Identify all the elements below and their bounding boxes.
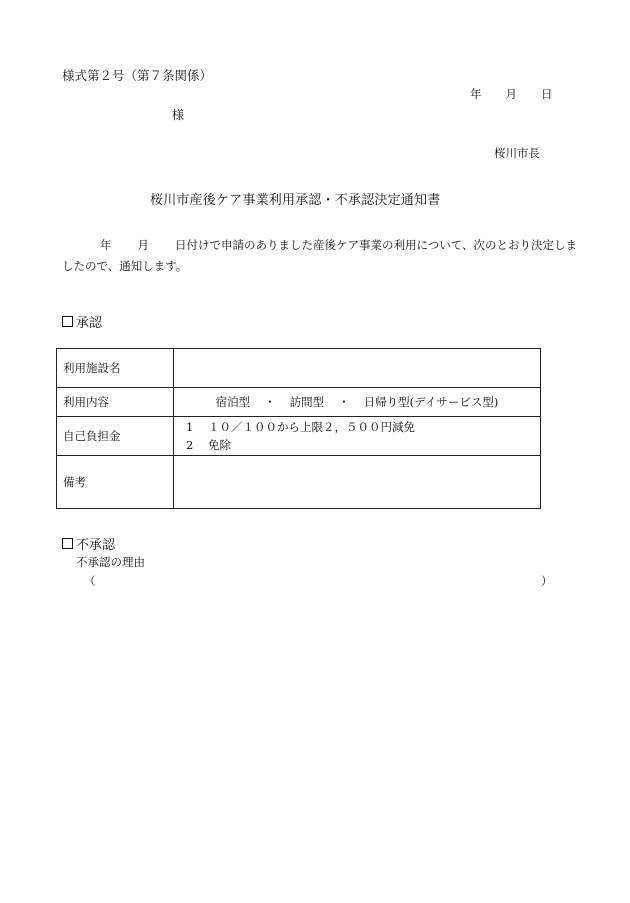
burden-option-text: １０／１００から上限２，５００円減免 — [208, 420, 415, 434]
remarks-row — [57, 456, 541, 509]
reason-paren-open: （ — [84, 574, 96, 588]
burden-label: 自己負担金 — [57, 417, 174, 456]
rejection-checkbox[interactable] — [62, 538, 73, 549]
approval-checkbox[interactable] — [62, 316, 73, 327]
burden-option-1[interactable] — [180, 418, 534, 436]
burden-option-2[interactable] — [180, 436, 534, 454]
content-option-visit[interactable]: 訪問型 — [289, 395, 325, 409]
content-separator: ・ — [264, 395, 276, 409]
approval-label: 承認 — [76, 316, 103, 331]
date-line — [470, 86, 553, 102]
date-month: 月 — [505, 87, 517, 101]
rejection-option[interactable] — [62, 534, 115, 553]
form-number: 様式第２号（第７条関係） — [62, 68, 213, 83]
burden-option-text: 免除 — [208, 438, 231, 452]
rejection-reason-label: 不承認の理由 — [76, 555, 145, 569]
document-title: 桜川市産後ケア事業利用承認・不承認決定通知書 — [150, 193, 441, 208]
content-option-stay[interactable]: 宿泊型 — [215, 395, 251, 409]
burden-options — [174, 417, 541, 456]
content-row — [57, 388, 541, 417]
body-year: 年 — [100, 238, 112, 252]
facility-label: 利用施設名 — [57, 349, 174, 388]
burden-option-number: 1 — [186, 420, 194, 434]
content-option-day[interactable]: 日帰り型(デイサービス型) — [363, 395, 499, 409]
facility-row — [57, 349, 541, 388]
burden-option-number: 2 — [186, 438, 194, 452]
date-year: 年 — [470, 87, 482, 101]
reason-paren-close: ） — [541, 574, 553, 588]
body-paragraph — [62, 235, 582, 277]
content-separator: ・ — [338, 395, 350, 409]
rejection-label: 不承認 — [76, 538, 116, 553]
remarks-label: 備考 — [57, 456, 174, 509]
addressee: 様 — [172, 108, 185, 122]
content-options — [174, 388, 541, 417]
facility-value[interactable] — [174, 349, 541, 388]
approval-option[interactable] — [62, 312, 102, 331]
burden-row — [57, 417, 541, 456]
approval-table — [56, 348, 541, 509]
sender: 桜川市長 — [494, 146, 540, 160]
remarks-value[interactable] — [174, 456, 541, 509]
body-text: 日付けで申請のありました産後ケア事業の利用について、次のとおり決定しましたので、通知します。 — [62, 238, 578, 273]
content-label: 利用内容 — [57, 388, 174, 417]
body-month: 月 — [137, 238, 149, 252]
date-day: 日 — [541, 87, 553, 101]
